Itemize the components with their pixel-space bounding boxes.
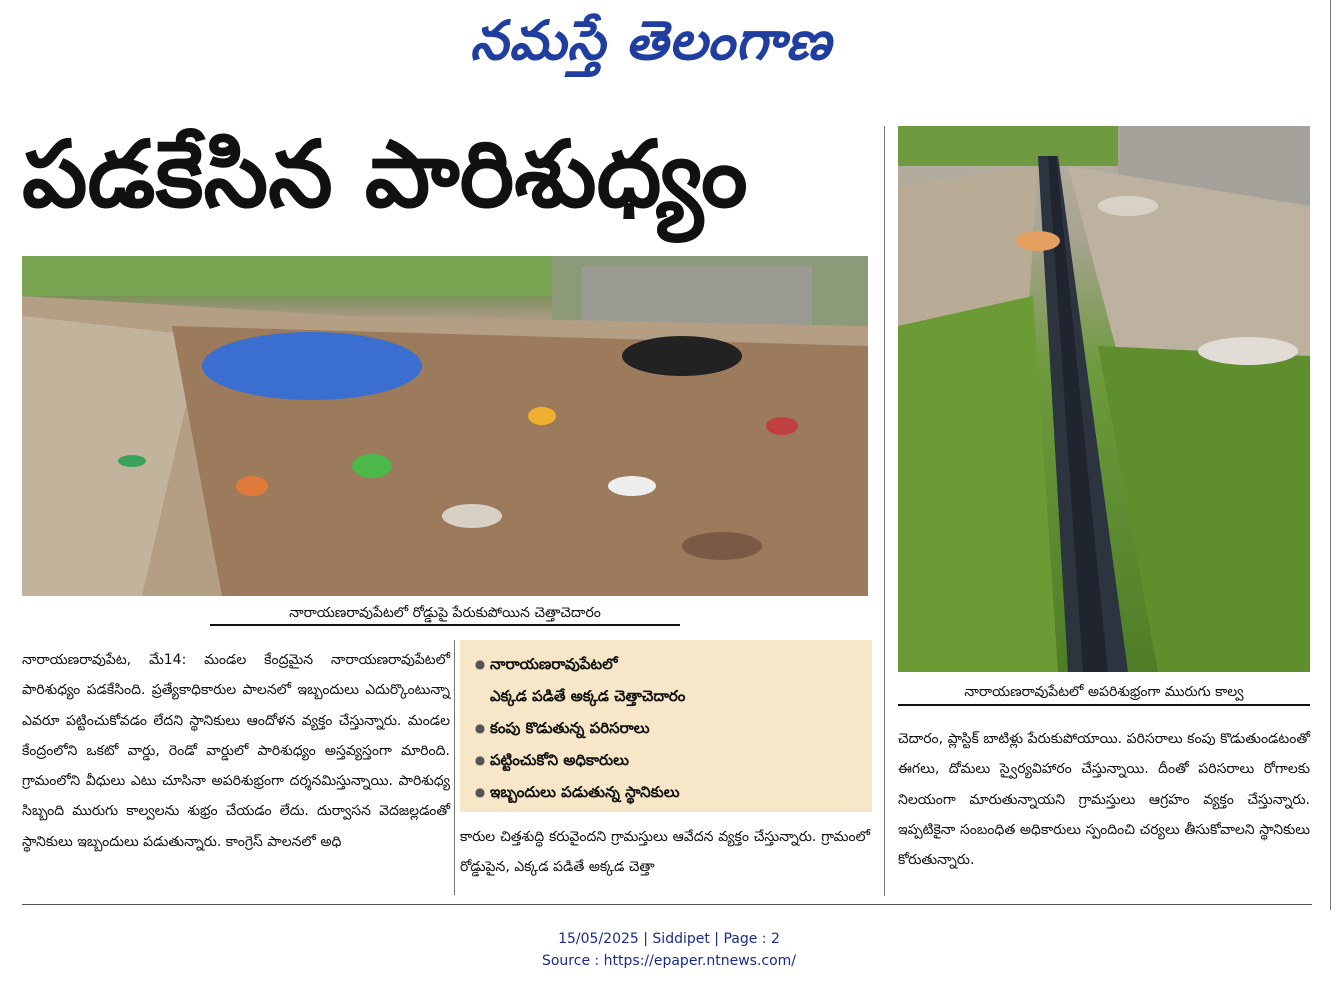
footer xyxy=(0,928,1338,972)
article-column-1: నారాయణరావుపేట, మే14: మండల కేంద్రమైన నారాయణరావుపేటలో పారిశుధ్యం పడకేసింది. ప్రత్యేకాధికారుల పాలనలో ఇబ్బందులు ఎదుర్కొంటున్నా ఎవరూ పట్టించుకోవడం లేదని స్థానికులు ఆందోళన వ్యక్తం చేస్తున్నారు. మండల కేంద్రంలోని ఒకటో వార్డు, రెండో వార్డులో పారిశుధ్యం అస్తవ్యస్తంగా మారింది. గ్రామంలోని వీధులు ఎటు చూసినా అపరిశుభ్రంగా దర్శనమిస్తున్నాయి. పారిశుధ్య సిబ్బంది మురుగు కాల్వలను శుభ్రం చేయడం లేదు. దుర్వాసన వెదజల్లడంతో స్థానికులు ఇబ్బందులు పడుతున్నారు. కాంగ్రెస్ పాలనలో అధి xyxy=(22,652,450,850)
headline: పడకేసిన పారిశుధ్యం xyxy=(22,121,748,228)
masthead-logo: నమస్తే తెలంగాణ xyxy=(470,9,832,72)
highlight-item xyxy=(470,712,862,744)
bullet-icon: ● xyxy=(474,785,486,799)
bottom-rule xyxy=(22,904,1312,905)
highlight-item xyxy=(470,648,862,680)
highlight-item xyxy=(470,680,862,712)
highlight-text: ఎక్కడ పడితే అక్కడ చెత్తాచెదారం xyxy=(490,687,686,705)
highlight-item xyxy=(470,776,862,808)
highlight-text: ఇబ్బందులు పడుతున్న స్థానికులు xyxy=(490,783,680,801)
highlight-text: పట్టించుకోని అధికారులు xyxy=(490,751,629,769)
highlight-item xyxy=(470,744,862,776)
highlight-text: నారాయణరావుపేటలో xyxy=(490,655,618,673)
page-edge-rule xyxy=(1330,0,1331,910)
article-column-3: చెదారం, ప్లాస్టిక్ బాటిళ్లు పేరుకుపోయాయి. పరిసరాలు కంపు కొడుతుండటంతో ఈగలు, దోమలు స్వైర్యవిహారం చేస్తున్నాయి. దీంతో పరిసరాలు రోగాలకు నిలయంగా మారుతున్నాయని గ్రామస్తులు ఆగ్రహం వ్యక్తం చేస్తున్నారు. ఇప్పటికైనా సంబంధిత అధికారులు స్పందించి చర్యలు తీసుకోవాలని స్థానికులు కోరుతున్నారు. xyxy=(898,731,1310,869)
drain-photo xyxy=(898,126,1310,672)
photo2-caption: నారాయణరావుపేటలో అపరిశుభ్రంగా మురుగు కాల్వ xyxy=(898,678,1310,706)
highlights-box xyxy=(460,640,872,812)
footer-source-link[interactable]: Source : https://epaper.ntnews.com/ xyxy=(541,953,797,969)
article-column-2: కారుల చిత్తశుద్ధి కరువైందని గ్రామస్తులు ఆవేదన వ్యక్తం చేస్తున్నారు. గ్రామంలో రోడ్డుపైన, ఎక్కడ పడితే అక్కడ చెత్తా xyxy=(460,829,870,876)
footer-dateline: 15/05/2025 | Siddipet | Page : 2 xyxy=(558,931,780,947)
photo1-caption: నారాయణరావుపేటలో రోడ్డుపై పేరుకుపోయిన చెత్తాచెదారం xyxy=(210,600,680,626)
column-divider xyxy=(454,640,455,895)
bullet-icon: ● xyxy=(474,753,486,767)
highlight-text: కంపు కొడుతున్న పరిసరాలు xyxy=(490,719,650,737)
bullet-icon: ● xyxy=(474,657,486,671)
garbage-photo xyxy=(22,256,868,596)
column-divider xyxy=(884,126,885,896)
bullet-icon: ● xyxy=(474,721,486,735)
